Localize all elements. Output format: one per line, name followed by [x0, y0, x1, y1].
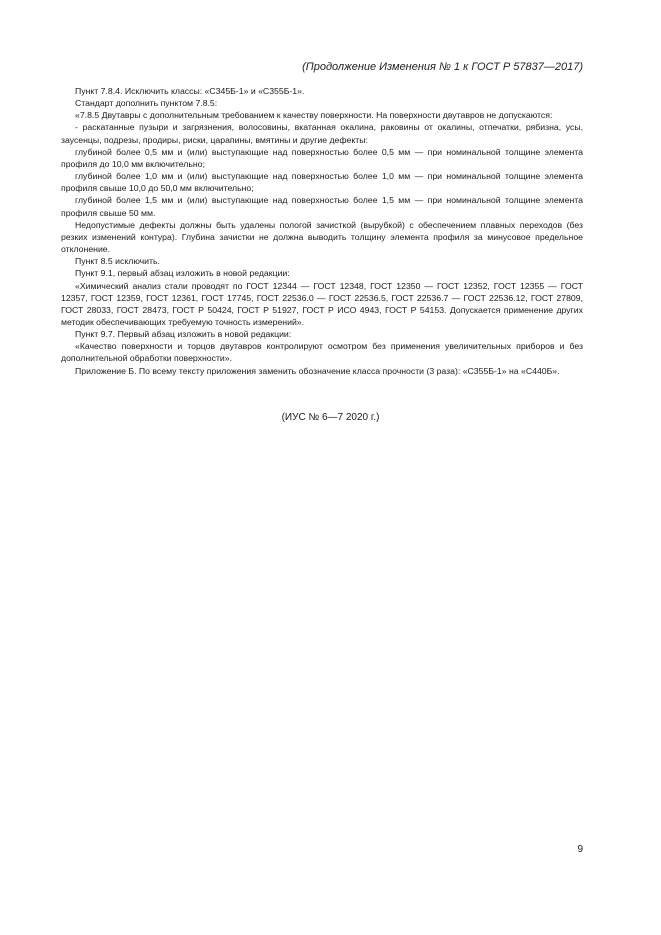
ius-reference: (ИУС № 6—7 2020 г.) — [281, 412, 380, 423]
paragraph: Пункт 9.1, первый абзац изложить в новой редакции: — [75, 268, 290, 279]
paragraph: Приложение Б. По всему тексту приложения заменить обозначение класса прочности (3 раза): «С355Б-1» на «С440Б». — [75, 365, 560, 376]
paragraph: «7.8.5 Двутавры с дополнительным требованием к качеству поверхности. На поверхности двутавров не допускаются: — [75, 110, 553, 121]
paragraph: Пункт 8.5 исключить. — [75, 256, 160, 267]
paragraph: «Химический анализ стали проводят по ГОСТ 12344 — ГОСТ 12348, ГОСТ 12350 — ГОСТ 12352, ГОСТ 12355 — ГОСТ 12357, ГОСТ 12359, ГОСТ 12361, ГОСТ 17745, ГОСТ 22536.0 — ГОСТ 22536.5, ГОСТ 22536.7 — ГОСТ 22536.12, ГОСТ 27809, ГОСТ 28033, ГОСТ 28473, ГОСТ Р 50424, ГОСТ Р 51927, ГОСТ Р ИСО 4943, ГОСТ Р 54153. Допускается применение других методик обеспечивающих требуемую точность измерений». — [61, 280, 583, 327]
amendment-text — [61, 85, 583, 377]
paragraph: Стандарт дополнить пунктом 7.8.5: — [75, 98, 218, 109]
paragraph: - раскатанные пузыри и загрязнения, волосовины, вкатанная окалина, раковины от окалины, отпечатки, рябизна, усы, заусенцы, подрезы, продиры, риски, царапины, вмятины и другие дефекты: — [61, 122, 583, 145]
paragraph: «Качество поверхности и торцов двутавров контролируют осмотром без применения увеличительных приборов и без дополнительной обработки поверхности». — [61, 341, 583, 364]
paragraph: Пункт 7.8.4. Исключить классы: «С345Б-1» и «С355Б-1». — [75, 86, 305, 96]
paragraph: глубиной более 1,0 мм и (или) выступающие над поверхностью более 1,0 мм — при номинальной толщине элемента профиля свыше 10,0 до 50,0 мм включительно; — [61, 171, 583, 194]
page-number: 9 — [577, 844, 583, 855]
paragraph: глубиной более 1,5 мм и (или) выступающие над поверхностью более 1,5 мм — при номинальной толщине элемента профиля свыше 50 мм. — [61, 195, 583, 218]
paragraph: Пункт 9.7. Первый абзац изложить в новой редакции: — [75, 329, 292, 340]
paragraph: Недопустимые дефекты должны быть удалены пологой зачисткой (вырубкой) с обеспечением плавных переходов (без резких изменений контура). Глубина зачистки не должна выводить толщину элемента профиля за минусовое предельное отклонение. — [61, 219, 583, 255]
continuation-header: (Продолжение Изменения № 1 к ГОСТ Р 57837—2017) — [302, 61, 583, 73]
paragraph: глубиной более 0,5 мм и (или) выступающие над поверхностью более 0,5 мм — при номинальной толщине элемента профиля до 10,0 мм включительно; — [61, 146, 583, 169]
